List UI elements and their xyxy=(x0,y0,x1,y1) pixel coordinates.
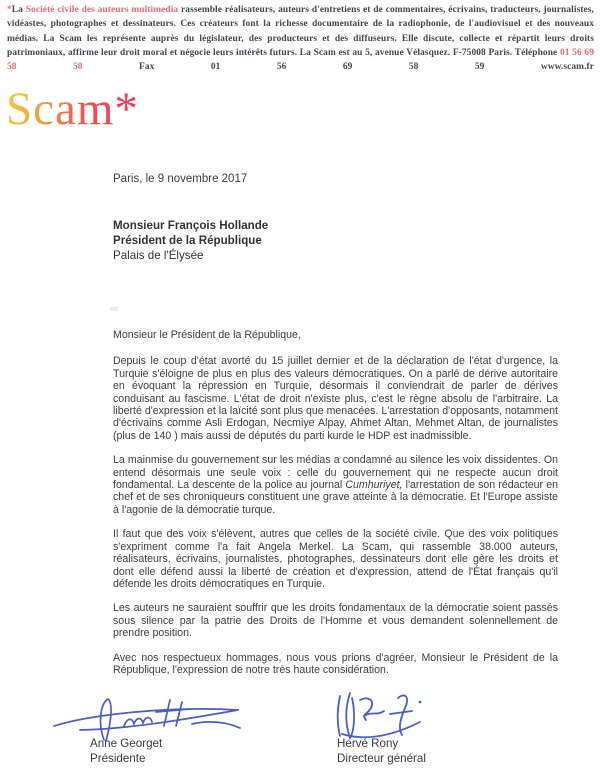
masthead-fax: Fax 01 56 69 58 59 xyxy=(82,62,541,73)
paragraph-2-post: l'arrestation de son rédacteur en chef et de ses chroniqueurs constituent une grave atteinte à la démocratie. Et l'Europe assiste à l'agonie de la démocratie turque. xyxy=(113,479,558,516)
paragraph-3: Il faut que des voix s'élèvent, autres que celles de la société civile. Que des voix politiques s'expriment comme l'a fait Angela Merkel. La Scam, qui rassemble 38.000 auteurs, réalisateurs, écrivains, journalistes, photographes, dessinateurs dont elle gère les droits et dont elle défend aussi la liberté de création et d'expression, attend de l'État français qu'il défende les droits démocratiques en Turquie. xyxy=(113,528,558,590)
masthead-website: www.scam.fr xyxy=(540,62,594,73)
recipient-title: Président de la République xyxy=(113,234,262,247)
paragraph-2 xyxy=(113,454,558,516)
salutation: Monsieur le Président de la République, xyxy=(113,329,301,341)
masthead-asterisk: * xyxy=(7,5,12,15)
right-signatory-name: Hervé Rony xyxy=(337,737,399,750)
paragraph-1: Depuis le coup d'état avorté du 15 juillet dernier et de la déclaration de l'état d'urgence, la Turquie s'éloigne de plus en plus des valeurs démocratiques. On a parlé de dérive autoritaire en évoquant la répression en Turquie, désormais il conviendrait de parler de dérives conduisant au fascisme. L'état de droit n'existe plus, c'est le règne absolu de l'arbitraire. La liberté d'expression et la laïcité sont plus que menacées. L'arrestation d'opposants, notamment d'écrivains comme Asli Erdogan, Necmiye Alpay, Ahmet Altan, Mehmet Altan, de journalistes (plus de 140 ) mais aussi de députés du parti kurde le HDP est inadmissible. xyxy=(113,355,558,442)
paragraph-2-pre: La mainmise du gouvernement sur les médias a condamné au silence les voix dissidentes. On entend désormais une seule voix : celle du gouvernement qui ne respecte aucun droit fondamental. La descente de la police au journal xyxy=(113,454,558,492)
right-signatory-title: Directeur général xyxy=(337,752,426,765)
scam-logo: Scam* xyxy=(6,83,139,135)
letter-body xyxy=(113,329,558,688)
left-signatory-name: Anne Georget xyxy=(90,737,163,750)
masthead-text xyxy=(7,3,594,74)
closing-paragraph: Avec nos respectueux hommages, nous vous prions d'agréer, Monsieur le Président de la République, l'expression de notre très haute considération. xyxy=(113,651,558,676)
masthead-phone: 01 56 69 58 58 xyxy=(7,47,594,73)
masthead-la: La xyxy=(11,5,26,15)
right-signatory-block xyxy=(337,736,426,766)
recipient-block xyxy=(113,218,268,263)
recipient-address: Palais de l'Élysée xyxy=(113,249,204,262)
scan-artifact-mark xyxy=(110,307,118,311)
recipient-name: Monsieur François Hollande xyxy=(113,219,269,232)
left-signatory-title: Présidente xyxy=(90,752,146,765)
left-signatory-block xyxy=(90,736,162,766)
paragraph-4: Les auteurs ne sauraient souffrir que les droits fondamentaux de la démocratie soient passés sous silence par la patrie des Droits de l'Homme et vous demandent solennellement de prendre position. xyxy=(113,602,558,640)
masthead-org-name: Société civile des auteurs multimedia xyxy=(25,5,179,15)
journal-name-italic: Cumhuriyet, xyxy=(345,479,403,492)
dateline: Paris, le 9 novembre 2017 xyxy=(113,173,248,185)
masthead-body: rassemble réalisateurs, auteurs d'entretiens et de commentaires, écrivains, traducteurs, journalistes, vidéastes, photographes et dessinateurs. Ces créateurs font la richesse documentaire de la radiophonie, de l'audiovisuel et des nouveaux médias. La Scam les représente auprès du législateur, des producteurs et des diffuseurs. Elle discute, collecte et répartit leurs droits patrimoniaux, affirme leur droit moral et négocie leurs intérêts futurs. La Scam est au 5, avenue Vélasquez. F-75008 Paris. Téléphone xyxy=(7,5,594,58)
